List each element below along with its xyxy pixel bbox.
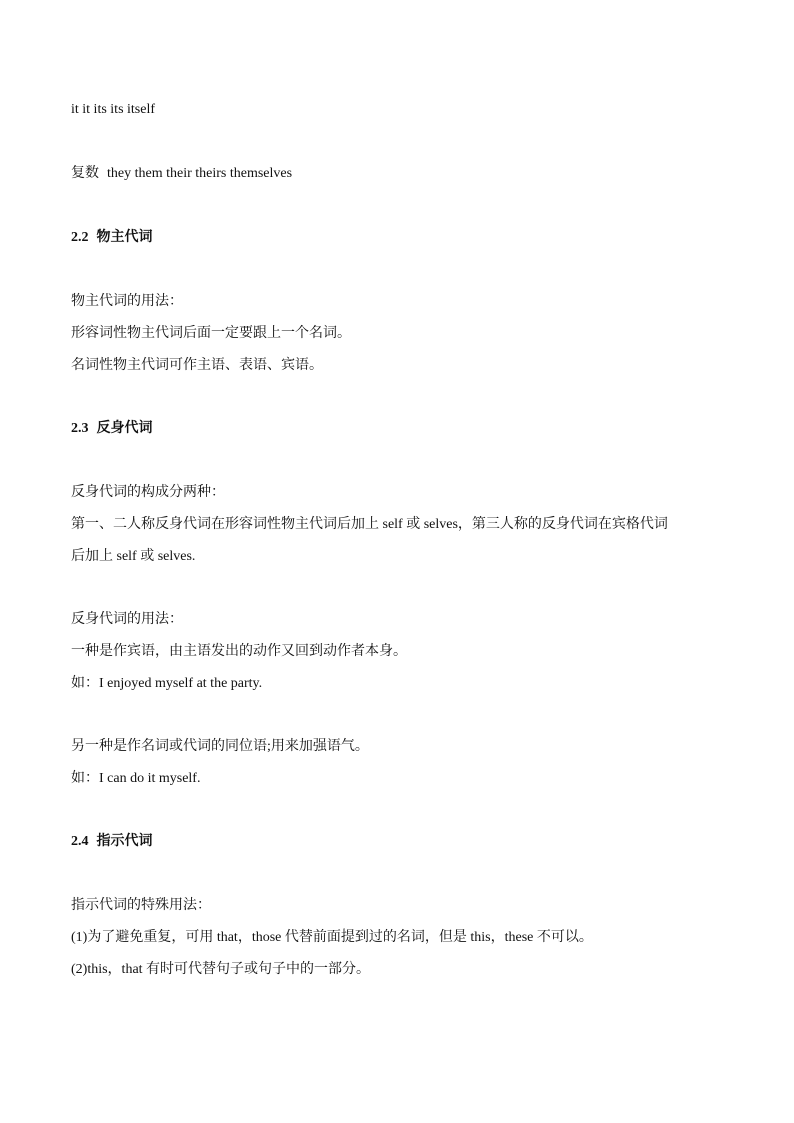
section-title: 物主代词 [96,230,153,245]
pronoun-forms-it: it it its its itself [71,102,156,117]
paragraph: 后加上 self 或 selves. [71,549,196,564]
paragraph: (2)this，that 有时可代替句子或句子中的一部分。 [71,962,371,977]
section-number: 2.4 [71,834,89,849]
plural-label: 复数 [71,166,99,181]
paragraph: 物主代词的用法： [71,294,183,309]
plural-forms: they them their theirs themselves [107,166,293,181]
example-sentence: 如：I can do it myself. [71,771,201,786]
paragraph: 反身代词的构成分两种： [71,485,225,500]
section-number: 2.3 [71,421,89,436]
section-heading-2-4 [71,833,153,851]
plural-forms-line [71,165,292,183]
paragraph: (1)为了避免重复，可用 that，those 代替前面提到过的名词，但是 this，these 不可以。 [71,930,593,945]
section-heading-2-3 [71,420,153,438]
section-number: 2.2 [71,230,89,245]
paragraph: 名词性物主代词可作主语、表语、宾语。 [71,358,323,373]
paragraph: 形容词性物主代词后面一定要跟上一个名词。 [71,326,351,341]
example-sentence: 如：I enjoyed myself at the party. [71,676,263,691]
paragraph: 指示代词的特殊用法： [71,898,211,913]
section-title: 反身代词 [96,421,153,436]
paragraph: 另一种是作名词或代词的同位语;用来加强语气。 [71,739,369,754]
paragraph: 一种是作宾语，由主语发出的动作又回到动作者本身。 [71,644,407,659]
paragraph: 反身代词的用法： [71,612,183,627]
section-heading-2-2 [71,229,153,247]
section-title: 指示代词 [96,834,153,849]
paragraph: 第一、二人称反身代词在形容词性物主代词后加上 self 或 selves，第三人称的反身代词在宾格代词 [71,517,668,532]
